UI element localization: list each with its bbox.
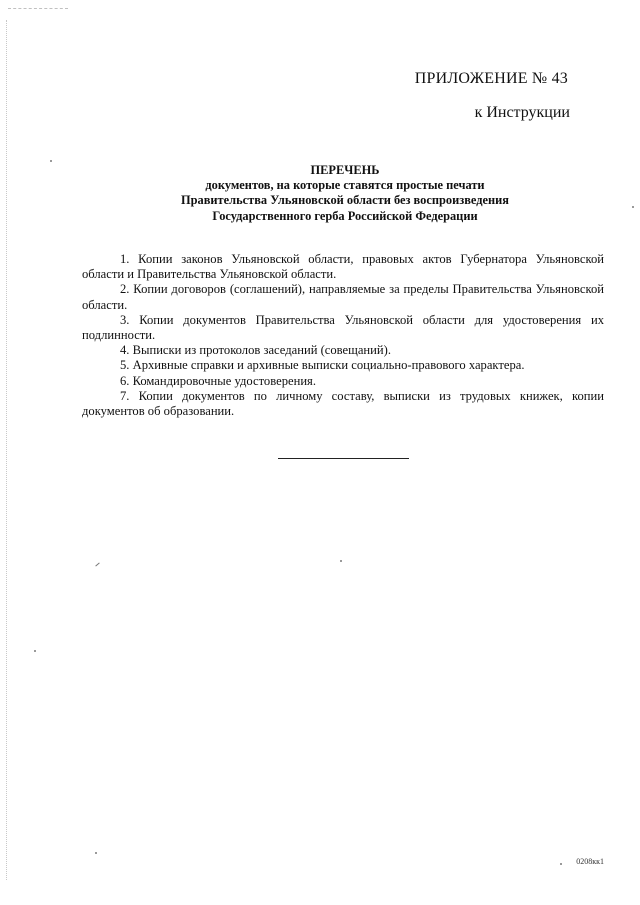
scan-speck	[560, 863, 562, 865]
scan-speck	[50, 160, 52, 162]
scan-top-artifact	[8, 8, 68, 9]
scan-speck	[340, 560, 342, 562]
scan-speck	[95, 852, 97, 854]
scan-edge-artifact	[6, 20, 7, 880]
closing-divider	[278, 458, 409, 459]
list-item: 2. Копии договоров (соглашений), направляемые за пределы Правительства Ульяновской области.	[82, 282, 604, 312]
list-item: 6. Командировочные удостоверения.	[120, 373, 316, 388]
scan-speck	[95, 563, 99, 567]
list-item: 5. Архивные справки и архивные выписки социально-правового характера.	[120, 358, 525, 373]
appendix-title: ПРИЛОЖЕНИЕ № 43	[414, 70, 568, 87]
scan-speck	[34, 650, 36, 652]
document-list	[82, 252, 604, 419]
footer-code: 0208кк1	[576, 857, 604, 866]
appendix-subtitle: к Инструкции	[474, 104, 570, 121]
list-item: 4. Выписки из протоколов заседаний (совещаний).	[120, 343, 391, 358]
list-item: 1. Копии законов Ульяновской области, правовых актов Губернатора Ульяновской области и Правительства Ульяновской области.	[82, 252, 604, 282]
heading-line: документов, на которые ставятся простые печати	[205, 178, 485, 193]
scan-speck	[632, 206, 634, 208]
heading-line: ПЕРЕЧЕНЬ	[310, 163, 380, 177]
list-item: 3. Копии документов Правительства Ульяновской области для удостоверения их подлинности.	[82, 312, 604, 343]
heading-line: Правительства Ульяновской области без воспроизведения	[181, 193, 509, 208]
document-heading	[150, 163, 540, 224]
list-item: 7. Копии документов по личному составу, выписки из трудовых книжек, копии документов об образовании.	[82, 388, 604, 419]
heading-line: Государственного герба Российской Федерации	[212, 208, 478, 223]
